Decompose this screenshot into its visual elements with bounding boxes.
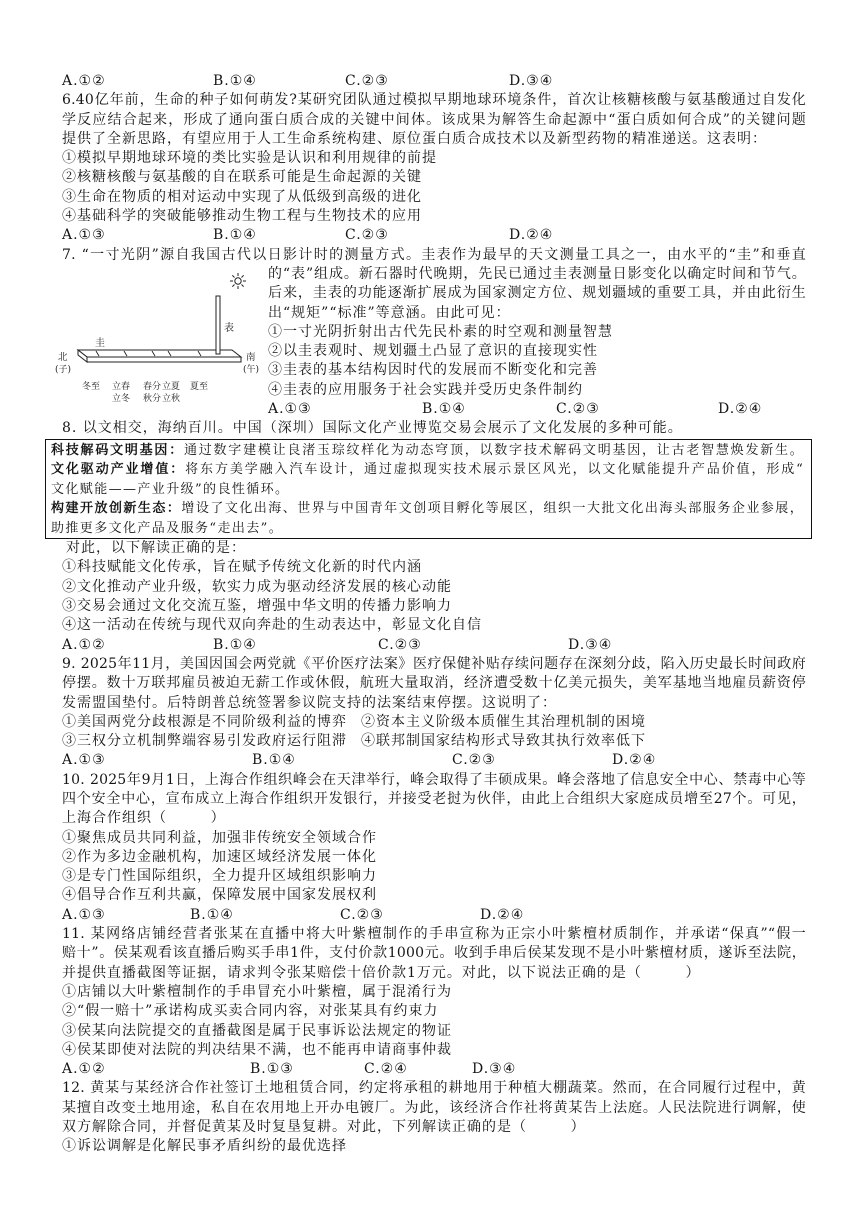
question-8-choice: ②文化推动产业升级，软实力成为驱动经济发展的核心动能 <box>62 578 452 595</box>
question-10-stem-line: 四个安全中心，宣布成立上海合作组织开发银行，并接受老挝为伙伴，由此上合组织大家庭成员增至27个。可见， <box>62 791 806 807</box>
material-line: 助推更多文化产品及服务“走出去”。 <box>51 520 284 536</box>
option-c: C.②③ <box>556 401 600 418</box>
question-9-choice-row <box>62 713 806 732</box>
label-north: 北 <box>58 352 68 363</box>
material-text: 将东方美学融入汽车设计，通过虚拟现实技术展示景区风光，以文化赋能提升产品价值，形成“ <box>185 462 803 478</box>
question-9-stem-line: 9. 2025年11月，美国因国会两党就《平价医疗法案》医疗保健补贴存续问题存在深刻分歧，陷入历史最长时间政府 <box>62 655 806 672</box>
question-7-options <box>62 400 806 419</box>
question-9-choice: ④联邦制国家结构形式导致其执行效率低下 <box>361 733 646 750</box>
option-c: C.②③ <box>345 73 389 89</box>
option-a: A.①② <box>62 1061 106 1078</box>
label-south: 南 <box>246 352 256 363</box>
question-9-stem-line: 停摆。数十万联邦雇员被迫无薪工作或休假，航班大量取消，经济遭受数十亿美元损失，美军基地当地雇员薪资停 <box>62 675 806 692</box>
material-line <box>51 441 803 461</box>
question-11-choice: ②“假一赔十”承诺构成买卖合同内容，对张某具有约束力 <box>62 1003 439 1020</box>
option-b: B.①③ <box>250 1061 294 1078</box>
question-12-stem-line: 双方解除合同，并督促黄某及时复垦复耕。对此，下列解读正确的是（ ） <box>62 1119 586 1136</box>
option-c: C.②③ <box>340 906 384 923</box>
question-8-choice: ③交易会通过文化交流互鉴，增强中华文明的传播力影响力 <box>62 598 452 615</box>
question-11-stem-line: 并提供直播截图等证据，请求判令张某赔偿十倍价款1万元。对此，以下说法正确的是（ ） <box>62 964 701 981</box>
option-c: C.②③ <box>345 227 389 244</box>
question-8-choice: ④这一活动在传统与现代双向奔赴的生动表达中，彰显文化自信 <box>62 617 482 634</box>
option-a: A.①③ <box>62 227 106 244</box>
question-8-prompt: 对此，以下解读正确的是： <box>66 540 246 557</box>
option-a: A.①③ <box>62 906 106 923</box>
question-6-stem-line: 6.40亿年前，生命的种子如何萌发?某研究团队通过模拟早期地球环境条件，首次让核糖核酸与氨基酸通过自发化 <box>62 92 806 109</box>
question-11-options <box>62 1060 806 1079</box>
question-11-stem-line: 赔十”。侯某观看该直播后购买手串1件，支付价款1000元。收到手串后侯某发现不是小叶紫檀材质，遂诉至法院， <box>62 945 806 962</box>
question-9-choice-row <box>62 732 806 751</box>
material-line: 文化赋能——产业升级”的良性循环。 <box>51 481 290 497</box>
question-6-choice: ②核糖核酸与氨基酸的自在联系可能是生命起源的关键 <box>62 169 422 186</box>
question-6-stem-line: 学反应结合起来，形成了通向蛋白质合成的关键中间体。该成果为解答生命起源中“蛋白质如何合成”的关键问题 <box>62 111 806 128</box>
option-c: C.②③ <box>452 752 496 769</box>
label-gui: 圭 <box>95 338 105 349</box>
question-12-stem-line: 12. 黄某与某经济合作社签订土地租赁合同，约定将承租的耕地用于种植大棚蔬菜。然而，在合同履行过程中，黄 <box>62 1080 806 1097</box>
question-7-stem-line: 7. “一寸光阴”源自我国古代以日影计时的测量方式。圭表作为最早的天文测量工具之一，由水平的“圭”和垂直 <box>62 246 806 263</box>
option-c: C.②④ <box>364 1061 408 1078</box>
question-10-choice: ①聚焦成员共同利益，加强非传统安全领域合作 <box>62 829 377 846</box>
option-d: D.②④ <box>509 227 554 244</box>
option-b: B.①④ <box>213 73 257 89</box>
question-9-choice: ②资本主义阶级本质催生其治理机制的困境 <box>361 713 646 730</box>
question-11-stem-line: 11. 某网络店铺经营者张某在直播中将大叶紫檀制作的手串宣称为正宗小叶紫檀材质制作，并承诺“保真”“假一 <box>62 926 806 943</box>
material-line <box>51 460 803 480</box>
exam-content <box>51 72 806 1157</box>
question-7-choice: ④圭表的应用服务于社会实践并受历史条件制约 <box>268 381 583 398</box>
term-label: 春分 <box>143 382 162 392</box>
question-7-stem-line: 的“表”组成。新石器时代晚期，先民已通过圭表测量日影变化以确定时间和节气。 <box>268 265 806 282</box>
question-11-choice: ③侯某向法院提交的直播截图是属于民事诉讼法规定的物证 <box>62 1022 452 1039</box>
question-6-options <box>62 226 806 245</box>
question-7-choice: ③圭表的基本结构因时代的发展而不断变化和完善 <box>268 362 598 379</box>
term-label: 立春 <box>112 382 131 392</box>
question-7-choice: ②以圭表观时、规划疆土凸显了意识的直接现实性 <box>268 343 598 360</box>
option-a: A.①③ <box>268 401 312 418</box>
question-9-choice: ③三权分立机制弊端容易引发政府运行阻滞 <box>62 733 347 750</box>
material-text: 通过数字建模让良渚玉琮纹样化为动态穹顶，以数字技术解码文明基因，让古老智慧焕发新生。 <box>183 442 803 458</box>
question-12-choice: ①诉讼调解是化解民事矛盾纠纷的最优选择 <box>62 1138 347 1155</box>
option-b: B.①④ <box>422 401 466 418</box>
question-10-choice: ②作为多边金融机构，加速区域经济发展一体化 <box>62 848 377 865</box>
question-6-stem-line: 提供了全新思路，有望应用于人工生命系统构建、原位蛋白质合成技术以及新型药物的精准递送。这表明： <box>62 130 767 147</box>
material-line <box>51 499 803 519</box>
option-b: B.①④ <box>190 906 234 923</box>
question-7-choice: ①一寸光阴折射出古代先民朴素的时空观和测量智慧 <box>268 323 613 340</box>
question-7-stem-line: 后来，圭表的功能逐渐扩展成为国家测定方位、规划疆域的重要工具，并由此衍生 <box>268 285 806 302</box>
option-a: A.①② <box>62 636 106 653</box>
answer-options-row <box>62 72 806 91</box>
option-d: D.③④ <box>568 636 613 653</box>
option-d: D.③④ <box>509 73 554 89</box>
option-d: D.②④ <box>480 906 525 923</box>
question-7-stem-line: 出“规矩”“标准”等意涵。由此可见： <box>268 304 511 321</box>
question-8-stem-line: 8. 以文相交，海纳百川。中国（深圳）国际文化产业博览交易会展示了文化发展的多种可能。 <box>62 420 683 437</box>
question-9-options <box>62 751 806 770</box>
option-b: B.①④ <box>252 752 296 769</box>
question-10-stem-line: 上海合作组织（ ） <box>62 810 226 827</box>
option-b: B.①④ <box>213 636 257 653</box>
term-label: 冬至 <box>82 382 101 392</box>
question-9-stem-line: 发需盟国垫付。后特朗普总统签署参议院支持的法案结束停摆。这说明了： <box>62 694 557 711</box>
term-label: 夏至 <box>190 382 209 392</box>
question-8-options <box>62 636 806 655</box>
question-10-options <box>62 906 806 925</box>
question-6-choice: ③生命在物质的相对运动中实现了从低级到高级的进化 <box>62 188 422 205</box>
material-text: 增设了文化出海、世界与中国青年文创项目孵化等展区，组织一大批文化出海头部服务企业参展， <box>181 501 803 517</box>
term-label: 立秋 <box>162 394 181 404</box>
label-south-branch: (午) <box>243 365 260 375</box>
option-a: A.①② <box>62 73 106 89</box>
question-6-choice: ④基础科学的突破能够推动生物工程与生物技术的应用 <box>62 208 422 225</box>
question-8-choice: ①科技赋能文化传承，旨在赋予传统文化新的时代内涵 <box>62 559 422 576</box>
material-box <box>45 439 812 540</box>
question-11-choice: ①店铺以大叶紫檀制作的手串冒充小叶紫檀，属于混淆行为 <box>62 983 452 1000</box>
question-11-choice: ④侯某即使对法院的判决结果不满，也不能再申请商事仲裁 <box>62 1041 452 1058</box>
option-a: A.①③ <box>62 752 106 769</box>
question-10-stem-line: 10. 2025年9月1日，上海合作组织峰会在天津举行，峰会取得了丰硕成果。峰会落地了信息安全中心、禁毒中心等 <box>62 771 806 788</box>
question-10-choice: ④倡导合作互利共赢，保障发展中国家发展权利 <box>62 887 377 904</box>
option-d: D.③④ <box>472 1061 517 1078</box>
term-label: 秋分 <box>143 394 162 404</box>
material-label: 科技解码文明基因： <box>51 442 184 458</box>
question-6-choice: ①模拟早期地球环境的类比实验是认识和利用规律的前提 <box>62 150 437 167</box>
material-label: 构建开放创新生态： <box>51 501 182 517</box>
question-9-choice: ①美国两党分歧根源是不同阶级利益的博弈 <box>62 713 347 730</box>
label-north-branch: (子) <box>55 365 72 375</box>
term-label: 立夏 <box>162 382 181 392</box>
question-10-choice: ③是专门性国际组织，全力提升区域组织影响力 <box>62 868 377 885</box>
term-label: 立冬 <box>112 394 131 404</box>
material-label: 文化驱动产业增值： <box>51 462 186 478</box>
question-12-stem-line: 某擅自改变土地用途，私自在农用地上开办电镀厂。为此，该经济合作社将黄某告上法庭。人民法院进行调解，使 <box>62 1099 806 1116</box>
option-c: C.②③ <box>378 636 422 653</box>
label-biao: 表 <box>224 323 234 334</box>
option-d: D.②④ <box>612 752 657 769</box>
option-d: D.②④ <box>718 401 763 418</box>
option-b: B.①④ <box>213 227 257 244</box>
